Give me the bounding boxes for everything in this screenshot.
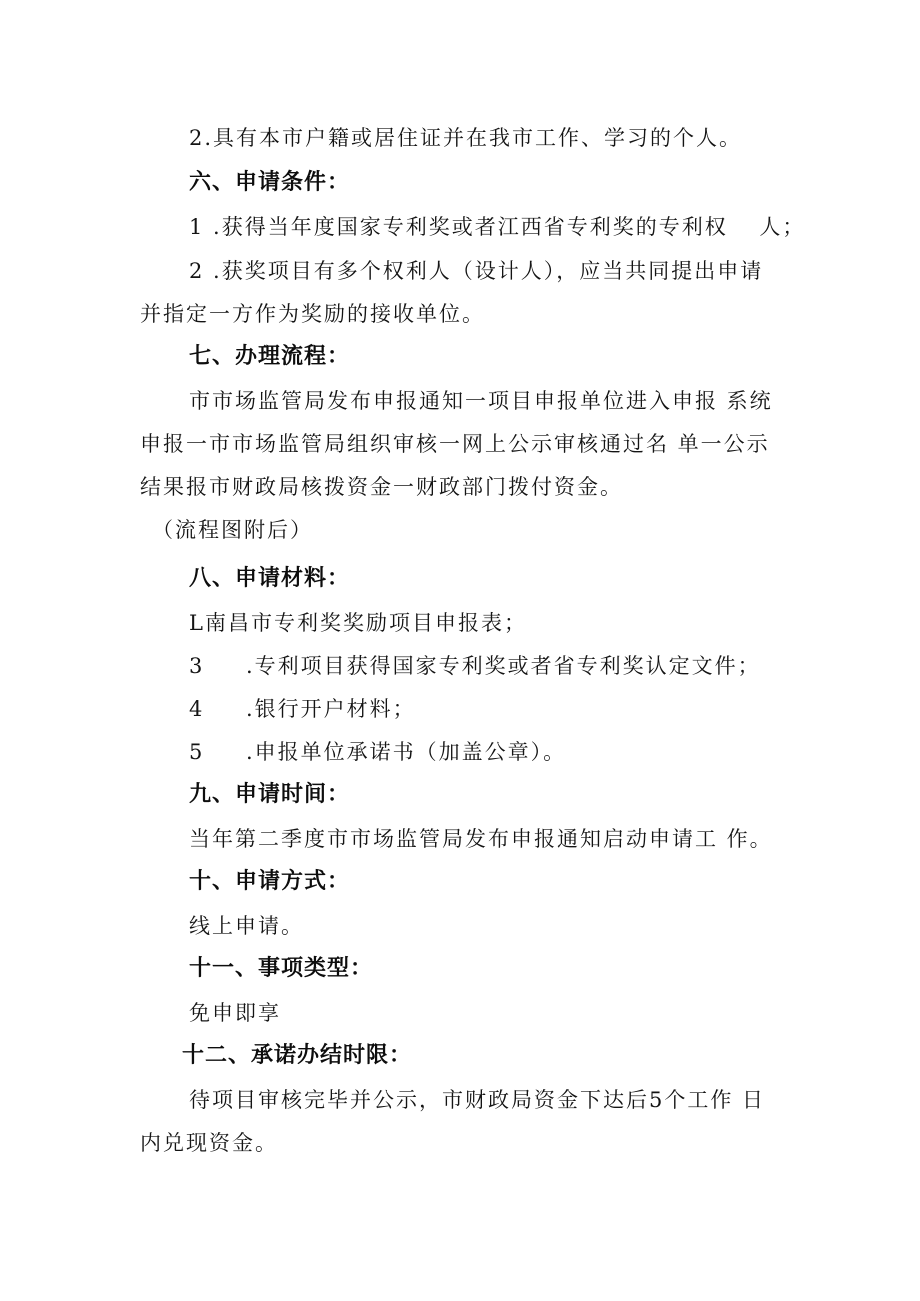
- resident-item: 2.具有本市户籍或居住证并在我市工作、学习的个人。: [189, 126, 743, 150]
- section8-item4-text: .申报单位承诺书（加盖公章）。: [246, 740, 567, 764]
- section7-flow-line3: 结果报市财政局核拨资金一财政部门拨付资金。: [140, 475, 623, 499]
- section7-flow-note: （流程图附后）: [152, 518, 313, 542]
- section8-item4-number: 5: [189, 740, 205, 764]
- section6-item1: 1 .获得当年度国家专利奖或者江西省专利奖的专利权 人；: [189, 215, 806, 239]
- section12-heading: 十二、承诺办结时限：: [182, 1043, 413, 1068]
- section11-text: 免申即享: [189, 1001, 281, 1025]
- section7-flow-line2: 申报一市市场监管局组织审核一网上公示审核通过名 单一公示: [140, 432, 770, 456]
- section12-text-line2: 内兑现资金。: [140, 1131, 278, 1155]
- section9-text: 当年第二季度市市场监管局发布申报通知启动申请工 作。: [189, 827, 773, 851]
- section11-heading: 十一、事项类型：: [189, 956, 374, 981]
- section9-heading: 九、申请时间：: [189, 782, 351, 807]
- section8-item2-number: 3: [189, 654, 205, 678]
- section10-heading: 十、申请方式：: [189, 869, 351, 894]
- section6-heading: 六、申请条件：: [189, 170, 351, 195]
- section8-item3-number: 4: [189, 697, 205, 721]
- section8-item3-text: .银行开户材料；: [246, 697, 416, 721]
- section12-text-line1: 待项目审核完毕并公示，市财政局资金下达后5个工作 日: [189, 1088, 766, 1112]
- section7-flow-line1: 市市场监管局发布申报通知一项目申报单位进入申报 系统: [189, 389, 773, 413]
- section7-heading: 七、办理流程：: [189, 344, 351, 369]
- section8-item2-text: .专利项目获得国家专利奖或者省专利奖认定文件；: [246, 654, 761, 678]
- section10-text: 线上申请。: [189, 914, 304, 938]
- section6-item2-line2: 并指定一方作为奖励的接收单位。: [140, 302, 485, 326]
- section6-item2-line1: 2 .获奖项目有多个权利人（设计人），应当共同提出申请: [189, 259, 764, 283]
- section8-item1: L南昌市专利奖奖励项目申报表；: [189, 611, 527, 635]
- section8-heading: 八、申请材料：: [189, 566, 351, 591]
